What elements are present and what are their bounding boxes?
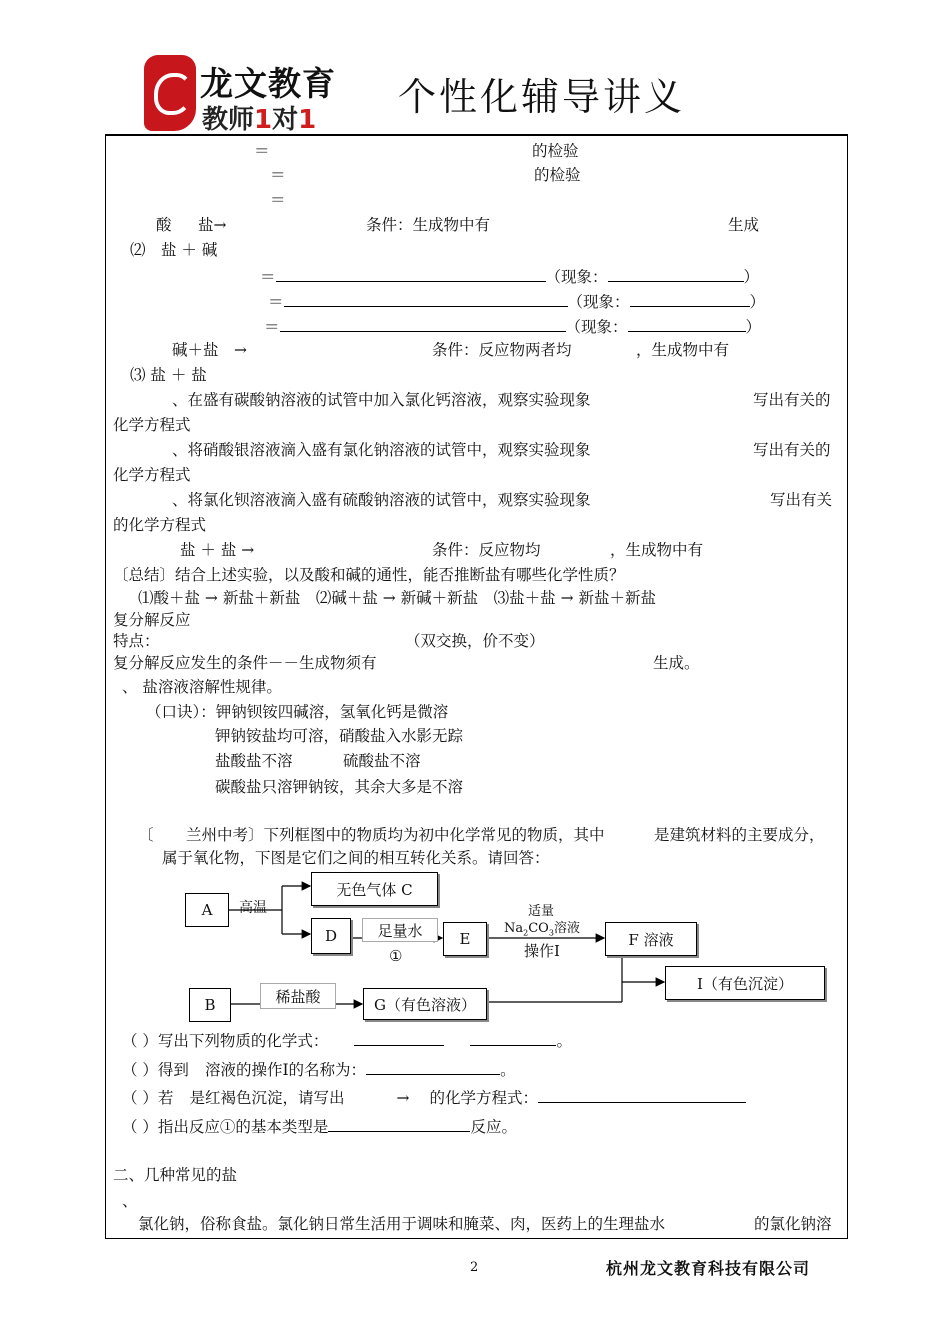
text-l4a: 酸 xyxy=(156,216,172,234)
text-l28b: 兰州中考〕下列框图中的物质均为初中化学常见的物质，其中 xyxy=(186,826,605,844)
box-F: F 溶液 xyxy=(605,922,697,956)
text-l20: 复分解反应 xyxy=(113,611,191,629)
section-2-text: 氯化钠，俗称食盐。氯化钠日常生活用于调味和腌菜、肉，医药上的生理盐水 xyxy=(138,1215,666,1233)
text-l11a: 、在盛有碳酸钠溶液的试管中加入氯化钙溶液，观察实验现象 xyxy=(172,391,591,409)
text-l29: 属于氧化物，下图是它们之间的相互转化关系。请回答： xyxy=(162,849,550,867)
text-l18: 〔总结〕结合上述实验，以及酸和碱的通性，能否推断盐有哪些化学性质？ xyxy=(113,566,625,584)
label-shiliang: 适量 xyxy=(528,904,555,919)
label-water: 足量水 xyxy=(362,918,438,942)
logo-name: 龙文教育 xyxy=(200,64,336,103)
text-l10: ⑶ 盐 ＋ 盐 xyxy=(130,366,207,384)
label-circle1: ① xyxy=(389,947,403,965)
question-2: （ ）得到 溶液的操作Ⅰ的名称为： 。 xyxy=(122,1061,516,1079)
text-l21a: 特点： xyxy=(113,632,160,650)
label-caozuo: 操作Ⅰ xyxy=(524,942,560,960)
eq-line-3: ＝ （现象： ） xyxy=(264,318,762,336)
text-l16: 的化学方程式 xyxy=(113,516,207,534)
text-l3a: ＝ xyxy=(270,191,286,209)
text-l17b: 条件：反应物均 xyxy=(432,541,541,559)
text-l17c: ，生成物中有 xyxy=(610,541,704,559)
text-l1b: 的检验 xyxy=(532,142,579,160)
text-l28c: 是建筑材料的主要成分， xyxy=(654,826,825,844)
section-2-text-tail: 的氯化钠溶 xyxy=(754,1215,832,1233)
text-l2b: 的检验 xyxy=(534,166,581,184)
text-l2a: ＝ xyxy=(270,166,286,184)
text-l11b: 写出有关的 xyxy=(753,391,831,409)
text-l9c: ，生成物中有 xyxy=(636,341,730,359)
box-G: G（有色溶液） xyxy=(363,988,487,1020)
text-l22a: 复分解反应发生的条件－－生成物须有 xyxy=(113,654,377,672)
logo-sub: 教师1对1 xyxy=(202,105,317,135)
label-reagent: $Na_2CO_3$溶液 xyxy=(504,921,580,938)
box-C: 无色气体 C xyxy=(311,872,438,906)
box-E: E xyxy=(443,922,487,956)
question-4: （ ）指出反应①的基本类型是 反应。 xyxy=(122,1118,517,1136)
question-1: （ ）写出下列物质的化学式： 。 xyxy=(122,1032,572,1050)
label-xiyansuan: 稀盐酸 xyxy=(260,983,336,1009)
label-gaowen: 高温 xyxy=(239,900,267,916)
section-2-item: 、 xyxy=(122,1192,138,1210)
box-A: A xyxy=(185,893,229,927)
question-3: （ ）若 是红褐色沉淀，请写出 → 的化学方程式： xyxy=(122,1087,746,1107)
page-title: 个性化辅导讲义 xyxy=(398,75,686,119)
text-l5: ⑵ 盐 ＋ 碱 xyxy=(130,241,218,259)
text-l4b: 盐→ xyxy=(198,216,227,234)
page-number: 2 xyxy=(470,1260,479,1275)
eq-line-1: ＝ （现象： ） xyxy=(260,268,760,286)
box-I: I（有色沉淀） xyxy=(665,966,825,1000)
eq-line-2: ＝ （现象： ） xyxy=(268,293,766,311)
text-l4c: 条件：生成物中有 xyxy=(366,216,491,234)
text-l25: 钾钠铵盐均可溶，硝酸盐入水影无踪 xyxy=(215,727,464,745)
text-l9a: 碱＋盐 → xyxy=(172,341,247,359)
footer-company: 杭州龙文教育科技有限公司 xyxy=(606,1259,811,1278)
text-l22b: 生成。 xyxy=(653,654,700,672)
text-l26b: 硫酸盐不溶 xyxy=(343,752,421,770)
text-l24: （口诀）：钾钠钡铵四碱溶，氢氧化钙是微溶 xyxy=(146,703,449,721)
text-l1a: ＝ xyxy=(254,142,270,160)
text-l14: 化学方程式 xyxy=(113,466,191,484)
text-l15b: 写出有关 xyxy=(770,491,833,509)
text-l13b: 写出有关的 xyxy=(753,441,831,459)
logo-seal-icon xyxy=(144,55,196,131)
box-D: D xyxy=(311,918,351,954)
text-l15a: 、将氯化钡溶液滴入盛有硫酸钠溶液的试管中，观察实验现象 xyxy=(172,491,591,509)
text-l19: ⑴酸＋盐 → 新盐＋新盐 ⑵碱＋盐 → 新碱＋新盐 ⑶盐＋盐 → 新盐＋新盐 xyxy=(138,589,657,607)
text-l23: 、 盐溶液溶解性规律。 xyxy=(122,678,282,696)
text-l12: 化学方程式 xyxy=(113,416,191,434)
text-l13a: 、将硝酸银溶液滴入盛有氯化钠溶液的试管中，观察实验现象 xyxy=(172,441,591,459)
text-l9b: 条件：反应物两者均 xyxy=(432,341,572,359)
text-l27: 碳酸盐只溶钾钠铵，其余大多是不溶 xyxy=(215,778,464,796)
text-l26a: 盐酸盐不溶 xyxy=(215,752,293,770)
text-l21b: （双交换，价不变） xyxy=(405,632,545,650)
box-B: B xyxy=(189,988,231,1022)
text-l28a: 〔 xyxy=(138,826,154,844)
text-l17a: 盐 ＋ 盐 → xyxy=(180,541,255,559)
text-l4d: 生成 xyxy=(728,216,760,234)
section-2-title: 二、几种常见的盐 xyxy=(113,1166,238,1184)
